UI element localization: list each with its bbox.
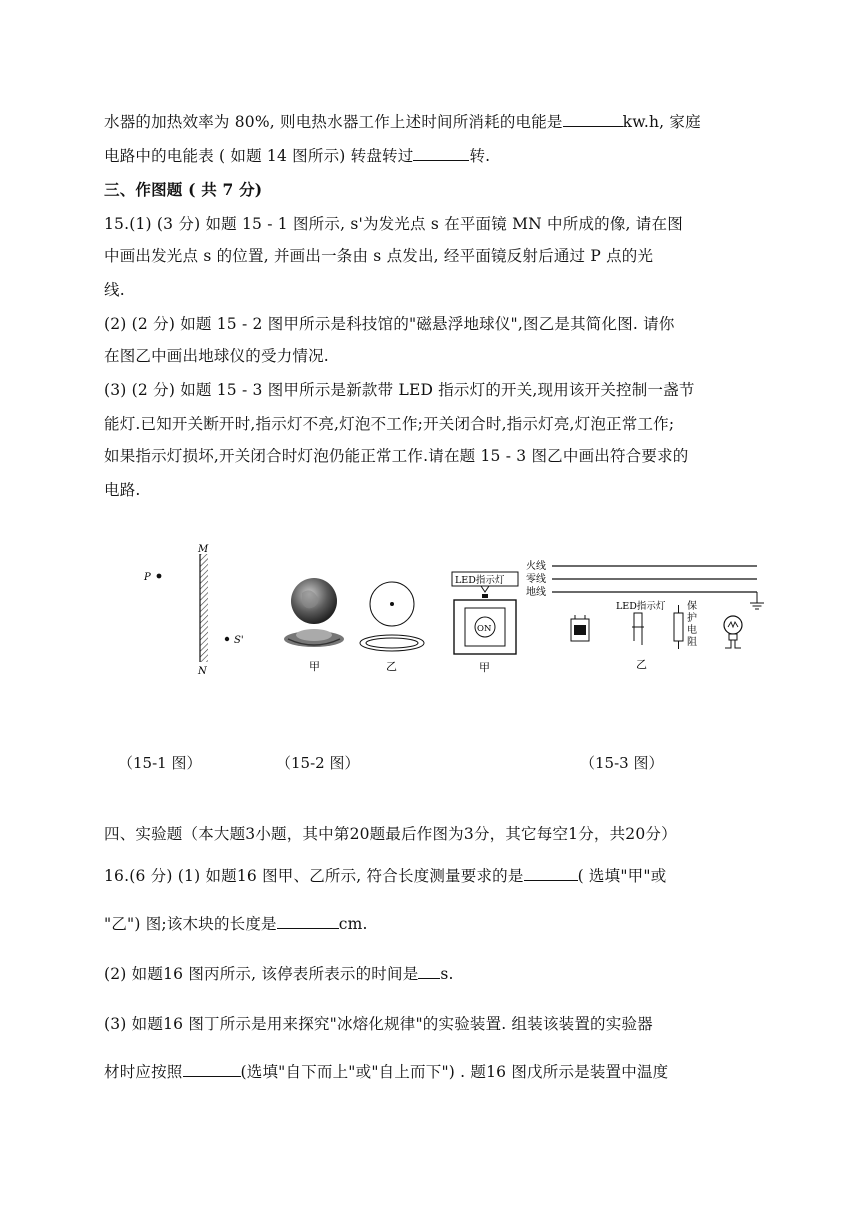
text-line xyxy=(104,144,490,166)
text-line: 15.(1) (3 分) 如题 15 - 1 图所示, s'为发光点 s 在平面镜 MN 中所成的像, 请在图 xyxy=(104,215,683,233)
led-legs xyxy=(634,627,642,645)
text-line xyxy=(104,864,666,886)
label-neutral-wire: 零线 xyxy=(526,574,546,585)
label-s-image: S' xyxy=(234,635,244,646)
text-span: "乙") 图;该木块的长度是 xyxy=(104,915,277,933)
switch-figure xyxy=(448,568,523,678)
resistor xyxy=(674,613,683,641)
mirror-figure xyxy=(130,540,260,680)
caption-15-1: （15-1 图） xyxy=(118,754,202,772)
answer-blank xyxy=(524,866,578,881)
bulb-icon xyxy=(724,616,742,634)
text-span: 电路中的电能表 ( 如题 14 图所示) 转盘转过 xyxy=(104,147,414,165)
label-yi: 乙 xyxy=(386,660,397,673)
text-line xyxy=(104,912,368,934)
text-span: ( 选填"甲"或 xyxy=(577,867,667,885)
text-line xyxy=(104,110,701,132)
on-label: ON xyxy=(477,624,492,634)
text-line xyxy=(104,962,454,984)
text-span: s. xyxy=(440,965,454,983)
label-ground-wire: 地线 xyxy=(526,587,546,598)
label-p: P xyxy=(144,572,151,583)
resistor-label: 保 xyxy=(687,601,697,612)
resistor-label: 阻 xyxy=(687,637,697,648)
text-span: kw.h, 家庭 xyxy=(622,113,701,131)
text-line: 中画出发光点 s 的位置, 并画出一条由 s 点发出, 经平面镜反射后通过 P 点的光 xyxy=(104,247,654,265)
text-span: 16.(6 分) (1) 如题16 图甲、乙所示, 符合长度测量要求的是 xyxy=(104,867,524,885)
resistor-label: 电 xyxy=(687,625,697,636)
text-span: 转. xyxy=(469,147,491,165)
text-span: (选填"自下而上"或"自上而下") . 题16 图戊所示是装置中温度 xyxy=(240,1063,669,1081)
bulb-leads xyxy=(725,640,741,648)
answer-blank xyxy=(418,964,440,979)
label-live-wire: 火线 xyxy=(526,561,546,572)
text-span: cm. xyxy=(338,915,368,933)
base-ellipse-inner xyxy=(366,638,418,648)
text-line: 线. xyxy=(104,281,125,299)
globe-base-top xyxy=(296,629,332,641)
label-jia: 甲 xyxy=(309,660,320,673)
answer-blank xyxy=(563,112,623,127)
text-line: (3) (2 分) 如题 15 - 3 图甲所示是新款带 LED 指示灯的开关,现用该开关控制一盏节 xyxy=(104,381,695,399)
resistor-label: 护 xyxy=(687,613,697,624)
text-line: (3) 如题16 图丁所示是用来探究"冰熔化规律"的实验装置. 组装该装置的实验器 xyxy=(104,1015,653,1033)
base-ellipse-outer xyxy=(360,635,424,651)
label-m: M xyxy=(198,544,209,555)
text-line xyxy=(104,1060,668,1082)
text-line: 能灯.已知开关断开时,指示灯不亮,灯泡不工作;开关闭合时,指示灯亮,灯泡正常工作; xyxy=(104,415,675,433)
text-line: 电路. xyxy=(104,481,141,499)
section-heading: 三、作图题 ( 共 7 分) xyxy=(104,180,263,199)
globe-figure xyxy=(280,575,440,680)
led-label: LED指示灯 xyxy=(455,575,505,586)
text-span: 材时应按照 xyxy=(104,1063,183,1081)
section-heading-4: 四、实验题（本大题3小题，其中第20题最后作图为3分，其它每空1分，共20分） xyxy=(104,825,677,843)
point-s-image xyxy=(225,637,229,641)
label-jia-2: 甲 xyxy=(479,661,490,674)
answer-blank xyxy=(183,1062,241,1077)
text-span: 水器的加热效率为 80%, 则电热水器工作上述时间所消耗的电能是 xyxy=(104,113,563,131)
led-arrow xyxy=(481,586,489,592)
text-line: 如果指示灯损坏,开关闭合时灯泡仍能正常工作.请在题 15 - 3 图乙中画出符合要求的 xyxy=(104,447,689,465)
mirror-hatch xyxy=(200,554,208,662)
led-dot xyxy=(482,594,488,598)
caption-15-2: （15-2 图） xyxy=(276,754,360,772)
bulb-socket xyxy=(729,634,737,640)
globe-center xyxy=(390,602,394,606)
led-text: LED指示灯 xyxy=(616,601,666,612)
caption-15-3: （15-3 图） xyxy=(580,754,664,772)
circuit-figure xyxy=(522,555,767,680)
answer-blank xyxy=(277,914,339,929)
answer-blank xyxy=(413,146,469,161)
label-n: N xyxy=(198,666,207,677)
led-body xyxy=(634,613,642,627)
switch-symbol-fill xyxy=(574,625,586,635)
point-p xyxy=(157,574,162,579)
label-yi-2: 乙 xyxy=(636,658,647,671)
text-span: (2) 如题16 图丙所示, 该停表所表示的时间是 xyxy=(104,965,419,983)
text-line: (2) (2 分) 如题 15 - 2 图甲所示是科技馆的"磁悬浮地球仪",图乙是其简化图. 请你 xyxy=(104,315,675,333)
text-line: 在图乙中画出地球仪的受力情况. xyxy=(104,347,329,365)
